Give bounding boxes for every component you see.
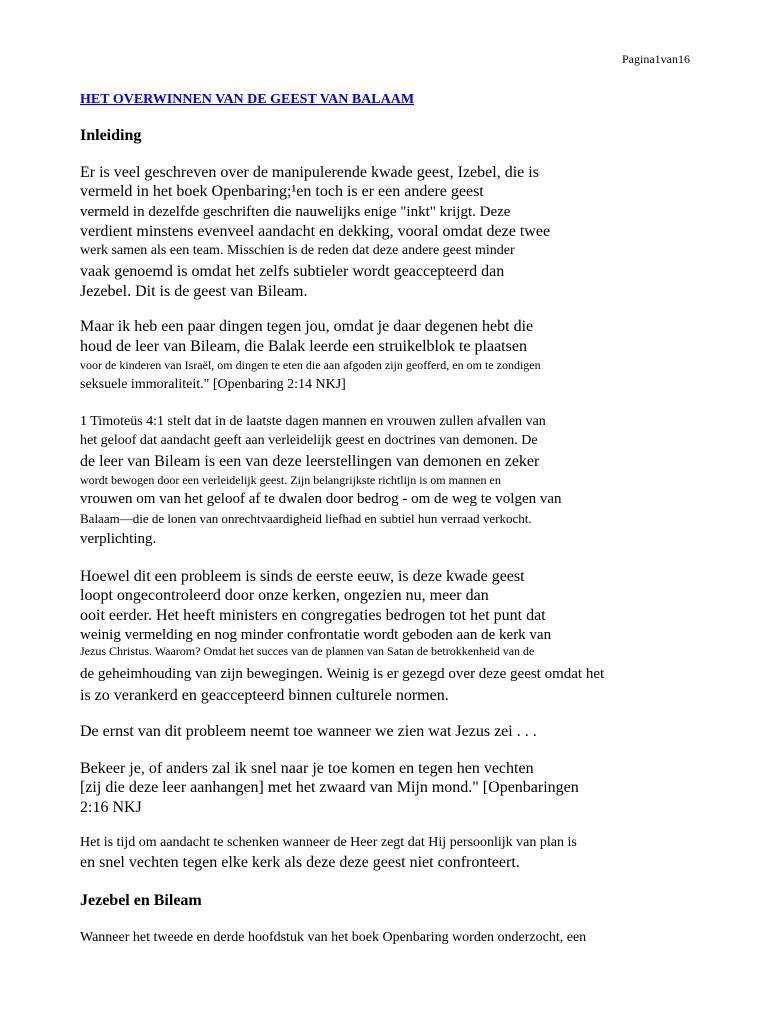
text-line: vermeld in het boek Openbaring;¹en toch is er een andere geest <box>80 183 484 200</box>
paragraph-5: De ernst van dit probleem neemt toe wanneer we zien wat Jezus zei . . . <box>80 723 537 740</box>
text-line: verdient minstens evenveel aandacht en dekking, vooral omdat deze twee <box>80 223 551 240</box>
text-line: 2:16 NKJ <box>80 799 142 816</box>
heading-jezebel-en-bileam: Jezebel en Bileam <box>80 892 202 909</box>
text-line: Het is tijd om aandacht te schenken wanneer de Heer zegt dat Hij persoonlijk van plan is <box>80 835 577 850</box>
text-line: 1 Timoteüs 4:1 stelt dat in de laatste dagen mannen en vrouwen zullen afvallen van <box>80 414 546 429</box>
text-line: vrouwen om van het geloof af te dwalen door bedrog - om de weg te volgen van <box>80 491 562 507</box>
text-line: [zij die deze leer aanhangen] met het zwaard van Mijn mond." [Openbaringen <box>80 779 579 796</box>
text-line: Balaam—die de lonen van onrechtvaardigheid liefhad en subtiel hun verraad verkocht. <box>80 511 532 526</box>
text-line: werk samen als een team. Misschien is de reden dat deze andere geest minder <box>80 243 515 258</box>
text-line: Maar ik heb een paar dingen tegen jou, omdat je daar degenen hebt die <box>80 318 534 335</box>
text-line: de geheimhouding van zijn bewegingen. Weinig is er gezegd over deze geest omdat het <box>80 666 605 682</box>
heading-inleiding: Inleiding <box>80 127 142 144</box>
text-line: Bekeer je, of anders zal ik snel naar je toe komen en tegen hen vechten <box>80 760 534 777</box>
text-line: vaak genoemd is omdat het zelfs subtieler wordt geaccepteerd dan <box>80 263 505 280</box>
text-line: de leer van Bileam is een van deze leerstellingen van demonen en zeker <box>80 453 540 470</box>
text-line: seksuele immoraliteit." [Openbaring 2:14 NKJ] <box>80 377 346 392</box>
text-line: weinig vermelding en nog minder confrontatie wordt geboden aan de kerk van <box>80 627 552 643</box>
text-line: is zo verankerd en geaccepteerd binnen culturele normen. <box>80 687 449 704</box>
text-line: en snel vechten tegen elke kerk als deze deze geest niet confronteert. <box>80 854 520 871</box>
text-line: wordt bewogen door een verleidelijk geest. Zijn belangrijkste richtlijn is om mannen en <box>80 473 501 487</box>
text-line: vermeld in dezelfde geschriften die nauwelijks enige "inkt" krijgt. Deze <box>80 204 511 220</box>
text-line: houd de leer van Bileam, die Balak leerde een struikelblok te plaatsen <box>80 338 527 355</box>
text-line: het geloof dat aandacht geeft aan verleidelijk geest en doctrines van demonen. De <box>80 433 538 448</box>
document-title-link[interactable]: HET OVERWINNEN VAN DE GEEST VAN BALAAM <box>80 92 415 107</box>
paragraph-8: Wanneer het tweede en derde hoofdstuk van het boek Openbaring worden onderzocht, een <box>80 930 587 945</box>
page-number: Pagina1van16 <box>622 52 690 66</box>
text-line: verplichting. <box>80 531 157 547</box>
text-line: Er is veel geschreven over de manipulerende kwade geest, Izebel, die is <box>80 164 539 181</box>
text-line: Jezebel. Dit is de geest van Bileam. <box>80 283 308 300</box>
text-line: loopt ongecontroleerd door onze kerken, ongezien nu, meer dan <box>80 587 489 604</box>
text-line: Hoewel dit een probleem is sinds de eerste eeuw, is deze kwade geest <box>80 568 525 585</box>
text-line: ooit eerder. Het heeft ministers en congregaties bedrogen tot het punt dat <box>80 607 546 624</box>
text-line: Jezus Christus. Waarom? Omdat het succes van de plannen van Satan de betrokkenheid van de <box>80 644 535 658</box>
text-line: voor de kinderen van Israël, om dingen te eten die aan afgoden zijn geofferd, en om te zondigen <box>80 358 541 372</box>
